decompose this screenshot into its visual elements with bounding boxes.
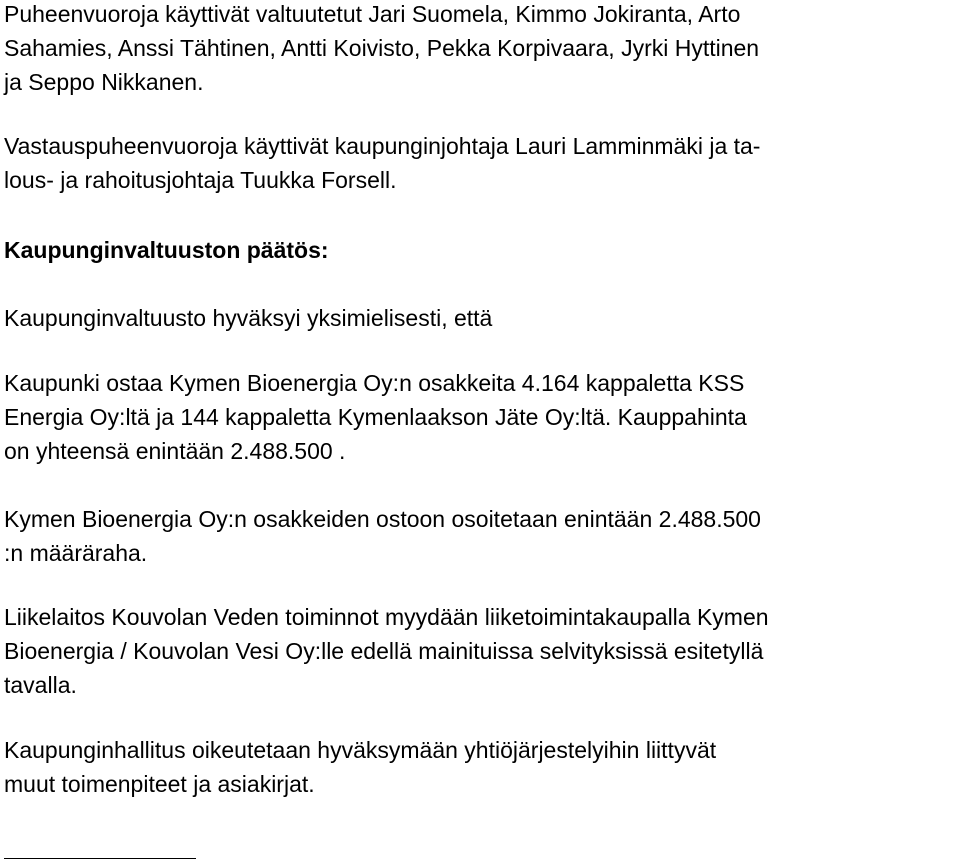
decision-shares-paragraph: Kaupunki ostaa Kymen Bioenergia Oy:n osakkeita 4.164 kappaletta KSS Energia Oy:ltä ja 144 kappaletta Kymenlaakson Jäte Oy:ltä. Kauppahinta on yhteensä enintään 2.488.500 . <box>4 370 747 464</box>
decision-heading: Kaupunginvaltuuston päätös: <box>4 237 329 263</box>
decision-appropriation-paragraph: Kymen Bioenergia Oy:n osakkeiden ostoon osoitetaan enintään 2.488.500 :n määräraha. <box>4 506 761 566</box>
footnote-divider <box>4 858 196 859</box>
decision-authorization-paragraph: Kaupunginhallitus oikeutetaan hyväksymään yhtiöjärjestelyihin liittyvät muut toimenpiteet ja asiakirjat. <box>4 737 717 797</box>
decision-intro: Kaupunginvaltuusto hyväksyi yksimielisesti, että <box>4 305 493 331</box>
responses-paragraph: Vastauspuheenvuoroja käyttivät kaupunginjohtaja Lauri Lamminmäki ja ta- lous- ja rahoitusjohtaja Tuukka Forsell. <box>4 133 761 193</box>
document-page <box>4 0 956 865</box>
speakers-paragraph: Puheenvuoroja käyttivät valtuutetut Jari Suomela, Kimmo Jokiranta, Arto Sahamies, Anssi Tähtinen, Antti Koivisto, Pekka Korpivaara, Jyrki Hyttinen ja Seppo Nikkanen. <box>4 1 760 95</box>
decision-sale-paragraph: Liikelaitos Kouvolan Veden toiminnot myydään liiketoimintakaupalla Kymen Bioenergia / Kouvolan Vesi Oy:lle edellä mainituissa selvityksissä esitetyllä tavalla. <box>4 604 769 698</box>
